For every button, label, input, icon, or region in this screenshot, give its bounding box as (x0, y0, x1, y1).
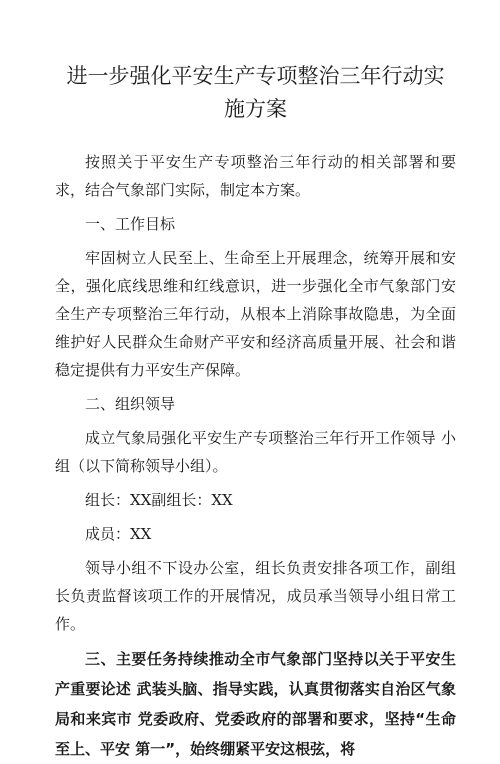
members-line: 成员：XX (85, 525, 152, 543)
section-heading-goals: 一、工作目标 (85, 215, 176, 233)
section-body-goals: 牢固树立人民至上、生命至上开展理念，统筹开展和安 全，强化底线思维和红线意识，进一步强化全市气象部门安 全生产专项整治三年行动，从根本上消除事故隐患，为全面 维护好人民群众生命财产平安和经济高质量开展、社会和谐 稳定提供有力平安生产保障。 (55, 249, 456, 379)
intro-paragraph: 按照关于平安生产专项整治三年行动的相关部署和要 求，结合气象部门实际，制定本方案。 (55, 153, 456, 199)
section-body-organization: 成立气象局强化平安生产专项整治三年行开工作领导 小组（以下简称领导小组）。 (55, 429, 456, 475)
title-line-1: 进一步强化平安生产专项整治三年行动实 (66, 64, 445, 88)
office-paragraph: 领导小组不下设办公室，组长负责安排各项工作，副组 长负责监督该项工作的开展情况，成员承当领导小组日常工 作。 (55, 559, 456, 633)
document-title (55, 60, 456, 126)
leader-line: 组长：XX副组长：XX (85, 491, 233, 509)
section-heading-organization: 二、组织领导 (85, 395, 176, 413)
section-tasks-paragraph: 三、主要任务持续推动全市气象部门坚持以关于平安生产重要论述 武装头脑、指导实践，认真贯彻落实自治区气象局和来宾市 党委政府、党委政府的部署和要求，坚持“生命至上、平安 第一”，始终绷紧平安这根弦，将 (55, 650, 456, 758)
title-line-2: 施方案 (224, 97, 287, 121)
